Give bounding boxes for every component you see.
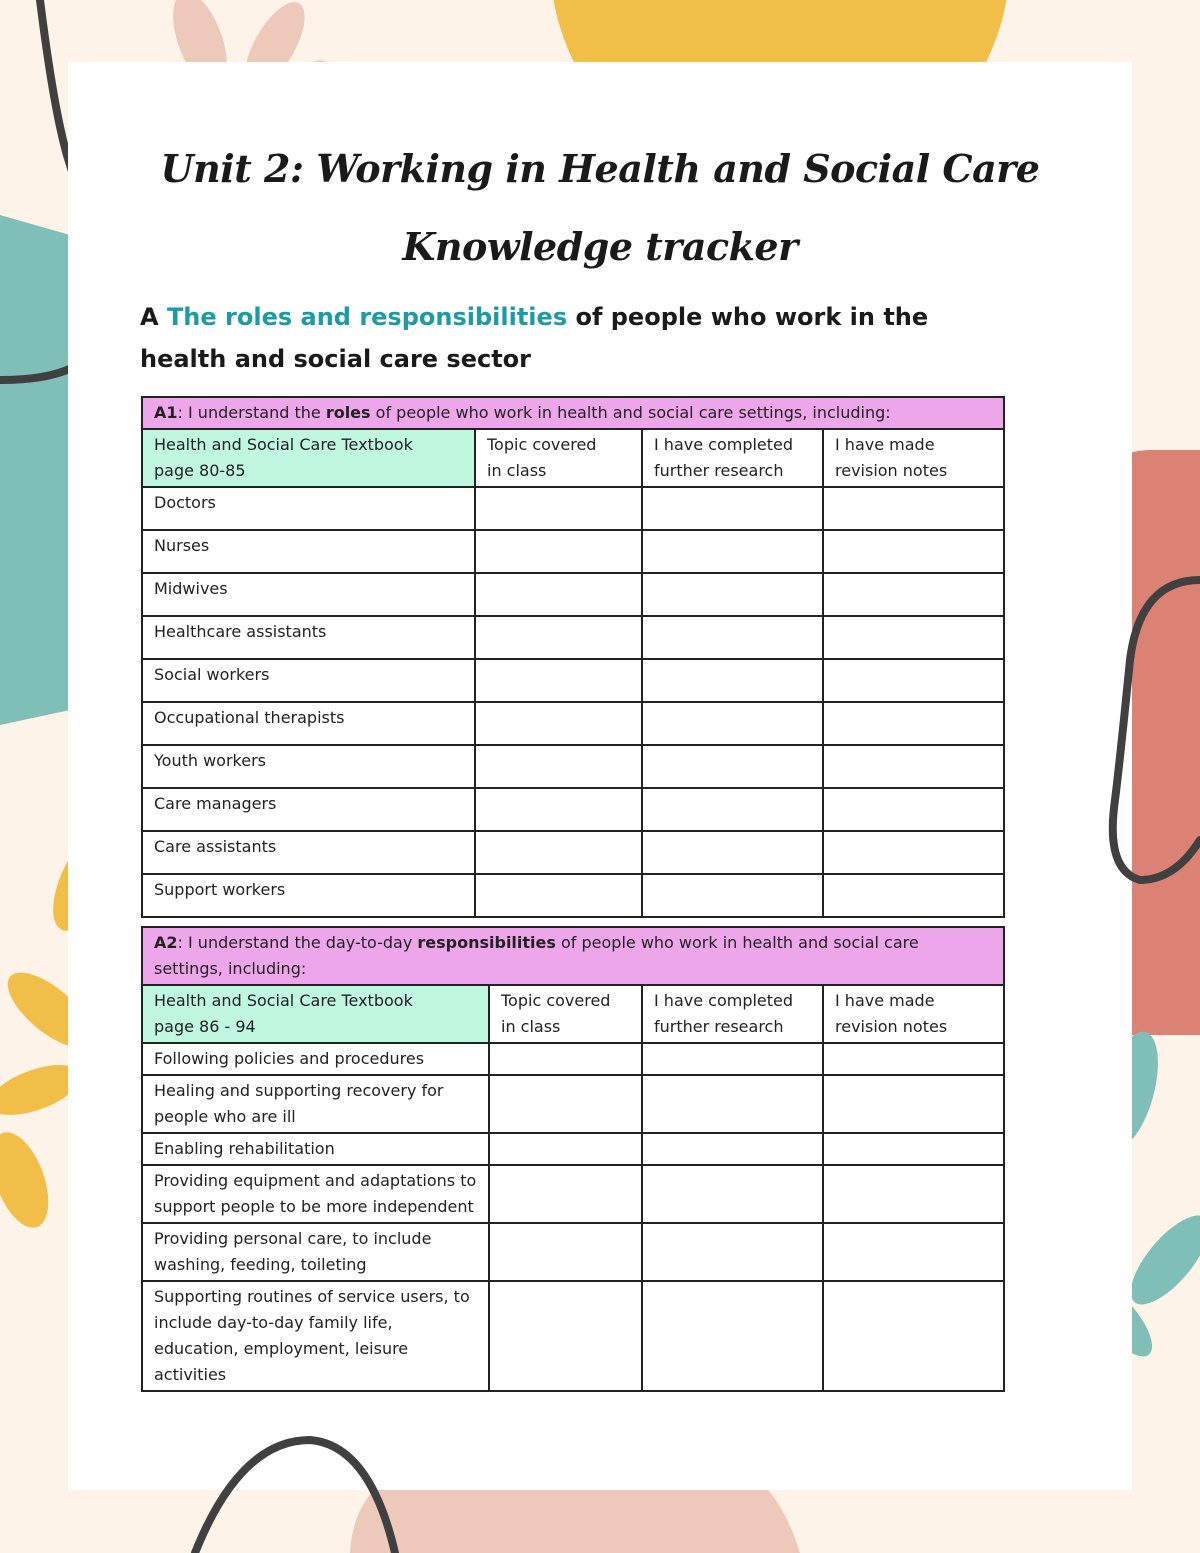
table-row xyxy=(142,1133,1004,1165)
tick-cell-notes[interactable] xyxy=(823,788,1004,831)
table-row xyxy=(142,1043,1004,1075)
tick-cell-topic[interactable] xyxy=(489,1075,642,1133)
row-label: Care assistants xyxy=(142,831,475,874)
column-label: I have completed xyxy=(654,435,794,454)
tick-cell-topic[interactable] xyxy=(475,487,642,530)
tick-cell-research[interactable] xyxy=(642,530,823,573)
table-row xyxy=(142,788,1004,831)
tick-cell-research[interactable] xyxy=(642,659,823,702)
tick-cell-topic[interactable] xyxy=(489,1133,642,1165)
table-row xyxy=(142,831,1004,874)
tick-cell-topic[interactable] xyxy=(475,745,642,788)
table-header-row xyxy=(142,397,1004,429)
column-label: in class xyxy=(487,461,547,480)
column-label: further research xyxy=(654,461,784,480)
table-row xyxy=(142,1281,1004,1391)
table-intro xyxy=(142,397,1004,429)
column-revision-notes xyxy=(823,985,1004,1043)
column-label: I have completed xyxy=(654,991,794,1010)
tick-cell-notes[interactable] xyxy=(823,530,1004,573)
intro-text: : I understand the day-to-day xyxy=(177,933,413,952)
row-label: Midwives xyxy=(142,573,475,616)
tick-cell-research[interactable] xyxy=(642,616,823,659)
textbook-pages: page 80-85 xyxy=(154,461,246,480)
table-row xyxy=(142,1223,1004,1281)
row-label: Providing personal care, to include washing, feeding, toileting xyxy=(142,1223,489,1281)
tick-cell-notes[interactable] xyxy=(823,1223,1004,1281)
column-topic-covered xyxy=(475,429,642,487)
tick-cell-research[interactable] xyxy=(642,702,823,745)
column-label: Topic covered xyxy=(487,435,597,454)
tick-cell-research[interactable] xyxy=(642,1165,823,1223)
textbook-title: Health and Social Care Textbook xyxy=(154,991,413,1010)
tick-cell-notes[interactable] xyxy=(823,702,1004,745)
tick-cell-research[interactable] xyxy=(642,874,823,917)
tick-cell-research[interactable] xyxy=(642,745,823,788)
table-row xyxy=(142,487,1004,530)
tick-cell-research[interactable] xyxy=(642,788,823,831)
tick-cell-notes[interactable] xyxy=(823,745,1004,788)
column-label: in class xyxy=(501,1017,561,1036)
table-row xyxy=(142,530,1004,573)
table-row xyxy=(142,1075,1004,1133)
tick-cell-notes[interactable] xyxy=(823,1165,1004,1223)
intro-text: : I understand the xyxy=(177,403,321,422)
column-header-row xyxy=(142,985,1004,1043)
table-row xyxy=(142,702,1004,745)
section-letter: A xyxy=(140,303,159,331)
tick-cell-research[interactable] xyxy=(642,1043,823,1075)
column-label: I have made xyxy=(835,991,935,1010)
tick-cell-notes[interactable] xyxy=(823,831,1004,874)
tick-cell-topic[interactable] xyxy=(475,788,642,831)
tick-cell-notes[interactable] xyxy=(823,659,1004,702)
row-label: Support workers xyxy=(142,874,475,917)
tick-cell-research[interactable] xyxy=(642,1133,823,1165)
textbook-title: Health and Social Care Textbook xyxy=(154,435,413,454)
row-label: Supporting routines of service users, to include day-to-day family life, education, employment, leisure activities xyxy=(142,1281,489,1391)
table-header-row xyxy=(142,927,1004,985)
column-label: further research xyxy=(654,1017,784,1036)
responsibilities-tracker-table xyxy=(141,926,1005,1392)
table-row xyxy=(142,874,1004,917)
table-row xyxy=(142,1165,1004,1223)
textbook-pages: page 86 - 94 xyxy=(154,1017,256,1036)
column-topic-covered xyxy=(489,985,642,1043)
tick-cell-research[interactable] xyxy=(642,1223,823,1281)
tick-cell-topic[interactable] xyxy=(475,702,642,745)
intro-bold: responsibilities xyxy=(417,933,556,952)
tick-cell-research[interactable] xyxy=(642,1075,823,1133)
row-label: Providing equipment and adaptations to support people to be more independent xyxy=(142,1165,489,1223)
tick-cell-topic[interactable] xyxy=(489,1043,642,1075)
table-row xyxy=(142,745,1004,788)
column-label: I have made xyxy=(835,435,935,454)
page-subtitle: Knowledge tracker xyxy=(402,224,798,269)
section-heading xyxy=(140,296,1020,380)
column-further-research xyxy=(642,985,823,1043)
table-intro xyxy=(142,927,1004,985)
row-label: Enabling rehabilitation xyxy=(142,1133,489,1165)
tick-cell-notes[interactable] xyxy=(823,1075,1004,1133)
tick-cell-research[interactable] xyxy=(642,831,823,874)
column-revision-notes xyxy=(823,429,1004,487)
tick-cell-topic[interactable] xyxy=(475,573,642,616)
section-heading-rest: of people who work in the health and social care sector xyxy=(140,303,929,373)
table-row xyxy=(142,616,1004,659)
outcome-code: A1 xyxy=(154,403,178,422)
outcome-code: A2 xyxy=(154,933,178,952)
intro-text-rest: of people who work in health and social care settings, including: xyxy=(375,403,891,422)
tick-cell-topic[interactable] xyxy=(475,874,642,917)
column-further-research xyxy=(642,429,823,487)
row-label: Youth workers xyxy=(142,745,475,788)
tick-cell-research[interactable] xyxy=(642,487,823,530)
tick-cell-notes[interactable] xyxy=(823,1281,1004,1391)
intro-text-rest: of people who work in health and social care settings, including: xyxy=(154,933,919,978)
column-label: revision notes xyxy=(835,1017,948,1036)
tick-cell-notes[interactable] xyxy=(823,874,1004,917)
tick-cell-topic[interactable] xyxy=(475,530,642,573)
row-label: Occupational therapists xyxy=(142,702,475,745)
tick-cell-topic[interactable] xyxy=(489,1165,642,1223)
row-label: Following policies and procedures xyxy=(142,1043,489,1075)
row-label: Healthcare assistants xyxy=(142,616,475,659)
tick-cell-research[interactable] xyxy=(642,573,823,616)
roles-tracker-table xyxy=(141,396,1005,918)
table-row xyxy=(142,573,1004,616)
tick-cell-topic[interactable] xyxy=(475,659,642,702)
tick-cell-topic[interactable] xyxy=(475,616,642,659)
tick-cell-topic[interactable] xyxy=(475,831,642,874)
row-label: Social workers xyxy=(142,659,475,702)
tick-cell-research[interactable] xyxy=(642,1281,823,1391)
page-title: Unit 2: Working in Health and Social Care xyxy=(160,146,1040,191)
textbook-reference xyxy=(142,985,489,1043)
tick-cell-notes[interactable] xyxy=(823,616,1004,659)
tick-cell-notes[interactable] xyxy=(823,487,1004,530)
row-label: Nurses xyxy=(142,530,475,573)
intro-bold: roles xyxy=(325,403,371,422)
textbook-reference xyxy=(142,429,475,487)
section-highlight: The roles and responsibilities xyxy=(166,303,568,331)
column-label: Topic covered xyxy=(501,991,611,1010)
tick-cell-notes[interactable] xyxy=(823,573,1004,616)
row-label: Doctors xyxy=(142,487,475,530)
column-label: revision notes xyxy=(835,461,948,480)
tick-cell-notes[interactable] xyxy=(823,1133,1004,1165)
tick-cell-notes[interactable] xyxy=(823,1043,1004,1075)
row-label: Care managers xyxy=(142,788,475,831)
row-label: Healing and supporting recovery for people who are ill xyxy=(142,1075,489,1133)
column-header-row xyxy=(142,429,1004,487)
tick-cell-topic[interactable] xyxy=(489,1223,642,1281)
table-row xyxy=(142,659,1004,702)
tick-cell-topic[interactable] xyxy=(489,1281,642,1391)
